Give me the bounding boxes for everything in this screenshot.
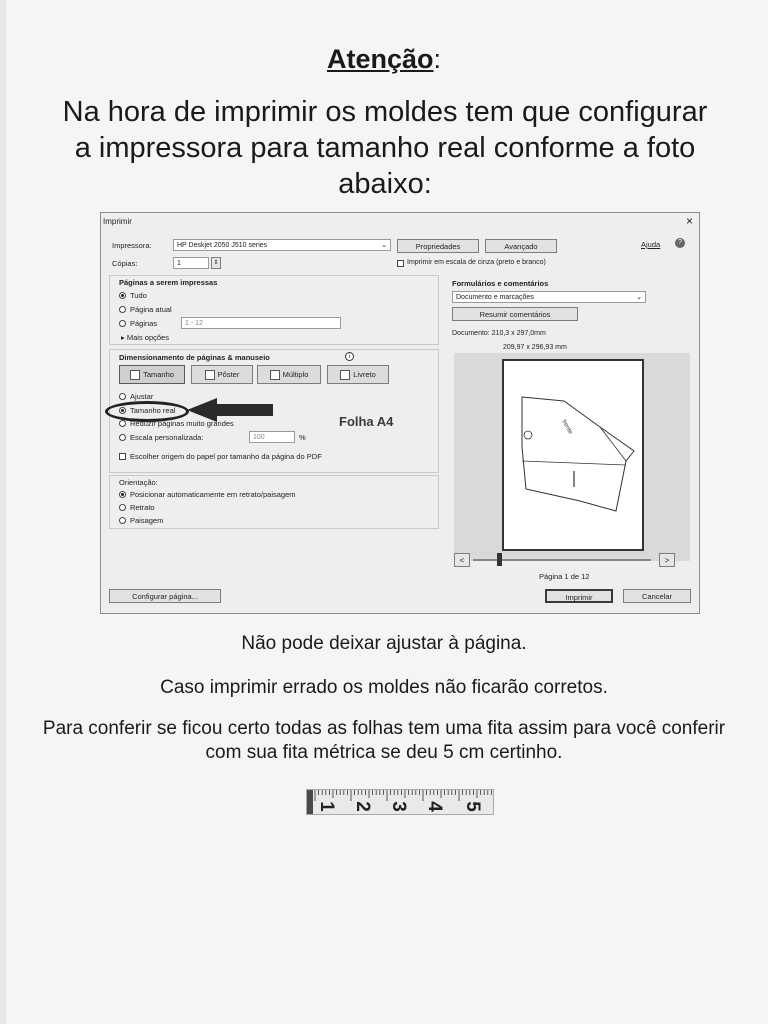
option-shrink: Reduzir páginas muito grandes <box>130 419 234 428</box>
option-custom-scale: Escala personalizada: <box>130 433 204 442</box>
preview-size: 209,97 x 296,93 mm <box>503 344 567 351</box>
tape-number: 5 <box>461 801 483 812</box>
radio-shrink[interactable] <box>119 420 126 427</box>
paper-source-checkbox[interactable] <box>119 453 126 460</box>
booklet-icon <box>340 370 350 380</box>
info-icon[interactable]: i <box>345 352 354 361</box>
page-setup-button[interactable]: Configurar página... <box>109 589 221 603</box>
multiple-button-label: Múltiplo <box>282 370 309 379</box>
option-all-pages: Tudo <box>130 291 147 300</box>
page-range-input[interactable]: 1 - 12 <box>181 317 341 329</box>
tape-ticks <box>307 790 494 802</box>
copies-label: Cópias: <box>112 259 138 268</box>
cancel-button[interactable]: Cancelar <box>623 589 691 603</box>
radio-landscape[interactable] <box>119 517 126 524</box>
pattern-piece-drawing <box>504 361 642 549</box>
summarize-comments-button[interactable]: Resumir comentários <box>452 307 578 321</box>
chevron-down-icon: ⌄ <box>381 242 387 249</box>
copies-input[interactable]: 1 <box>173 257 209 269</box>
help-icon[interactable]: ? <box>675 238 685 248</box>
radio-fit[interactable] <box>119 393 126 400</box>
page-preview <box>502 359 644 551</box>
chevron-down-icon: ⌄ <box>636 294 642 301</box>
printer-select[interactable] <box>173 239 391 251</box>
triangle-right-icon: ▸ <box>121 333 127 342</box>
size-icon <box>130 370 140 380</box>
tape-number: 2 <box>351 801 373 812</box>
poster-button[interactable] <box>191 365 253 384</box>
radio-portrait[interactable] <box>119 504 126 511</box>
print-dialog-screenshot <box>100 212 700 614</box>
option-actual-size: Tamanho real <box>130 406 176 415</box>
more-options-label: Mais opções <box>126 333 169 342</box>
sizing-group-title: Dimensionamento de páginas & manuseio <box>119 353 270 362</box>
title-text: Atenção <box>326 44 434 74</box>
pages-group-title: Páginas a serem impressas <box>119 278 218 287</box>
forms-value: Documento e marcações <box>456 294 534 301</box>
option-current-page: Página atual <box>130 305 172 314</box>
percent-sign: % <box>299 433 306 442</box>
tape-number: 3 <box>387 801 409 812</box>
option-landscape: Paisagem <box>130 516 164 525</box>
tape-number: 1 <box>315 801 337 812</box>
intro-text: Na hora de imprimir os moldes tem que configurar a impressora para tamanho real conforme a foto abaixo: <box>62 96 708 200</box>
prev-page-button[interactable]: < <box>454 553 470 567</box>
svg-text:frente: frente <box>560 419 574 436</box>
grayscale-checkbox[interactable] <box>397 260 404 267</box>
note-fit-page: Não pode deixar ajustar à página. <box>241 633 527 654</box>
radio-pages[interactable] <box>119 320 126 327</box>
radio-current-page[interactable] <box>119 306 126 313</box>
page-indicator: Página 1 de 12 <box>539 572 590 581</box>
close-icon[interactable]: × <box>685 214 693 228</box>
booklet-button[interactable] <box>327 365 389 384</box>
multiple-button[interactable] <box>257 365 321 384</box>
pointer-arrow-icon <box>187 398 275 424</box>
radio-custom-scale[interactable] <box>119 434 126 441</box>
print-button[interactable]: Imprimir <box>545 589 613 603</box>
size-button-label: Tamanho <box>143 370 174 379</box>
printer-value: HP Deskjet 2050 J510 series <box>177 242 268 249</box>
radio-auto-orientation[interactable] <box>119 491 126 498</box>
note-check-tape: Para conferir se ficou certo todas as folhas tem uma fita assim para você conferir com sua fita métrica se deu 5 cm certinho. <box>42 718 726 763</box>
paper-source-label: Escolher origem do papel por tamanho da página do PDF <box>130 452 322 461</box>
tape-number: 4 <box>423 801 445 812</box>
option-portrait: Retrato <box>130 503 155 512</box>
copies-spinner[interactable]: ⇕ <box>211 257 221 269</box>
highlight-oval <box>105 401 189 422</box>
radio-all-pages[interactable] <box>119 292 126 299</box>
multiple-icon <box>270 370 280 380</box>
dialog-title: Imprimir <box>103 217 132 226</box>
option-pages: Páginas <box>130 319 158 328</box>
grayscale-label: Imprimir em escala de cinza (preto e branco) <box>407 259 546 266</box>
measuring-tape-image <box>306 789 494 815</box>
sheet-annotation: Folha A4 <box>339 414 394 429</box>
advanced-button[interactable]: Avançado <box>485 239 557 253</box>
orientation-title: Orientação: <box>119 478 158 487</box>
properties-button[interactable]: Propriedades <box>397 239 479 253</box>
paper-edge <box>0 0 6 1024</box>
more-options-toggle[interactable] <box>121 333 169 342</box>
note-wrong-print: Caso imprimir errado os moldes não ficarão corretos. <box>160 677 608 698</box>
size-button[interactable] <box>119 365 185 384</box>
poster-icon <box>205 370 215 380</box>
forms-select[interactable] <box>452 291 646 303</box>
forms-title: Formulários e comentários <box>452 279 549 288</box>
document-size: Documento: 210,3 x 297,0mm <box>452 330 546 337</box>
next-page-button[interactable]: > <box>659 553 675 567</box>
booklet-button-label: Livreto <box>353 370 376 379</box>
option-auto-orientation: Posicionar automaticamente em retrato/paisagem <box>130 490 296 499</box>
printer-label: Impressora: <box>112 241 152 250</box>
poster-button-label: Pôster <box>217 370 240 379</box>
help-link[interactable]: Ajuda <box>641 240 661 249</box>
custom-scale-input[interactable]: 100 <box>249 431 295 443</box>
page-slider-thumb[interactable] <box>497 553 502 566</box>
option-fit: Ajustar <box>130 392 154 401</box>
page-title <box>0 44 768 75</box>
title-colon: : <box>433 44 442 74</box>
